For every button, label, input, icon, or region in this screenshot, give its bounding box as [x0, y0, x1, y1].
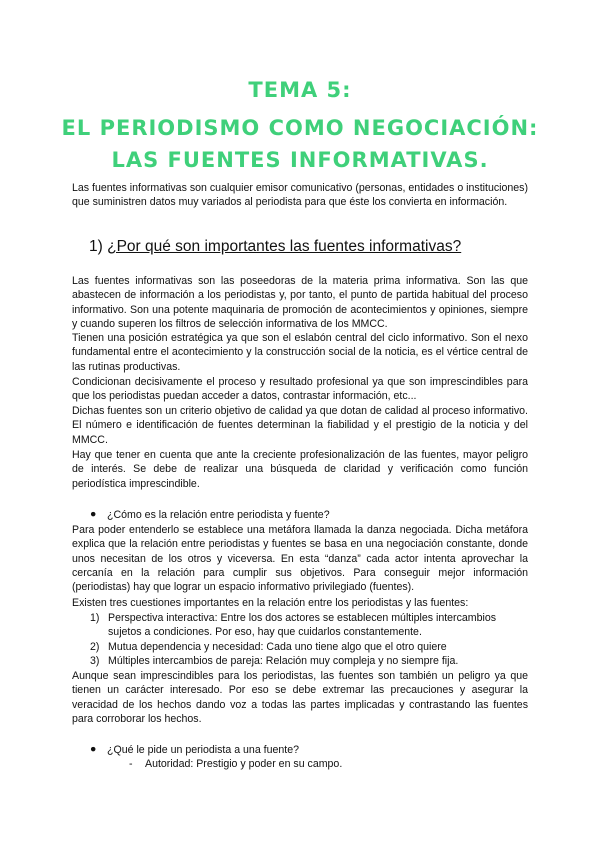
- list-item-text: sujetos a condiciones. Por eso, hay que cuidarlos constantemente.: [108, 626, 422, 638]
- section-paragraph: Dichas fuentes son un criterio objetivo de calidad ya que dotan de calidad al proceso informativo. El número e identificación de fuentes determinan la fiabilidad y el prestigio de la noticia y del MMCC.: [72, 405, 528, 446]
- sub-item-marker: -: [129, 758, 133, 770]
- list-item-text: Mutua dependencia y necesidad: Cada uno tiene algo que el otro quiere: [108, 641, 447, 653]
- dance-paragraph: Para poder entenderlo se establece una metáfora llamada la danza negociada. Dicha metáfora explica que la relación entre periodistas y fuentes se basa en una negociación constante, donde unos necesitan de los otros y viceversa. En esta “danza” cada actor intenta aprovechar la cercanía en la relación para cumplir sus objetivos. Para conseguir mejor información (periodistas) hay que lograr un espacio informativo privilegiado (fuentes).: [72, 524, 528, 594]
- section-paragraph: Tienen una posición estratégica ya que son el eslabón central del ciclo informativo. Son el nexo fundamental entre el acontecimiento y la construcción social de la noticia, es el vértice central de las rutinas productivas.: [72, 332, 528, 373]
- section-number: 1): [89, 238, 103, 255]
- list-item-text: Múltiples intercambios de pareja: Relación muy compleja y no siempre fija.: [108, 655, 459, 667]
- closing-paragraph: Aunque sean imprescindibles para los periodistas, las fuentes son también un peligro ya que tienen un carácter interesado. Por eso se debe extremar las precauciones y asegurar la veracidad de los hechos dando voz a todas las partes implicadas y contrastando las fuentes para corroborar los hechos.: [72, 670, 528, 725]
- sub-item-text: Autoridad: Prestigio y poder en su campo.: [145, 758, 343, 770]
- list-item-text: Perspectiva interactiva: Entre los dos actores se establecen múltiples intercambios: [108, 612, 497, 624]
- section-heading: [89, 238, 461, 256]
- document-title-line-1: EL PERIODISMO COMO NEGOCIACIÓN:: [61, 116, 539, 140]
- list-item-number: 1): [90, 612, 100, 624]
- list-item-number: 2): [90, 641, 100, 653]
- section-heading-text: ¿Por qué son importantes las fuentes informativas?: [107, 238, 462, 255]
- section-paragraph: Las fuentes informativas son las poseedoras de la materia prima informativa. Son las que abastecen de información a los periodistas y, por tanto, el punto de partida habitual del proceso informativo. Son una potente maquinaria de promoción de acontecimientos y opiniones, siempre y cuando superen los filtros de selección informativa de los MMCC.: [72, 275, 528, 330]
- topic-number-title: TEMA 5:: [248, 78, 352, 102]
- section-paragraph: Condicionan decisivamente el proceso y resultado profesional ya que son imprescindibles para que los periodistas puedan acceder a datos, contrastar información, etc...: [72, 376, 528, 403]
- document-title-line-2: LAS FUENTES INFORMATIVAS.: [111, 148, 489, 172]
- intro-paragraph: Las fuentes informativas son cualquier emisor comunicativo (personas, entidades o instituciones) que suministren datos muy variados al periodista para que éste los convierta en información.: [72, 182, 528, 209]
- bullet-question: ¿Cómo es la relación entre periodista y fuente?: [107, 509, 330, 521]
- bullet-question: ¿Qué le pide un periodista a una fuente?: [107, 744, 300, 756]
- bullet-marker: ●: [90, 508, 97, 520]
- bullet-marker: ●: [90, 743, 97, 755]
- list-item-number: 3): [90, 655, 100, 667]
- section-paragraph: Hay que tener en cuenta que ante la creciente profesionalización de las fuentes, mayor peligro de interés. Se debe de realizar una búsqueda de claridad y verificación como función periodística imprescindible.: [72, 449, 528, 490]
- list-intro: Existen tres cuestiones importantes en la relación entre los periodistas y las fuentes:: [72, 597, 469, 609]
